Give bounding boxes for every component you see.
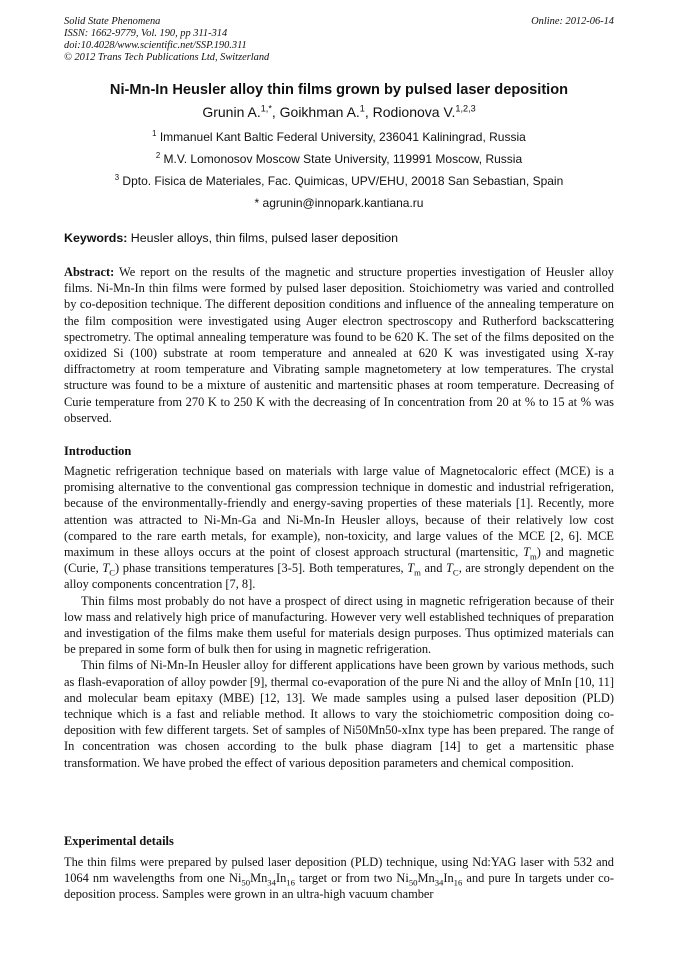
abstract-label: Abstract: bbox=[64, 265, 115, 279]
online-date: Online: 2012-06-14 bbox=[531, 16, 614, 27]
subscript: m bbox=[530, 551, 537, 562]
text-run: ) phase transitions temperatures [3-5]. Both temperatures, bbox=[115, 561, 408, 576]
copyright-line: © 2012 Trans Tech Publications Ltd, Switzerland bbox=[64, 52, 270, 63]
text-run: , are strongly dependent on the alloy components concentration [7, 8]. bbox=[64, 561, 614, 592]
issn-line: ISSN: 1662-9779, Vol. 190, pp 311-314 bbox=[64, 28, 228, 39]
abstract bbox=[64, 264, 614, 426]
symbol: T bbox=[407, 561, 415, 576]
corresponding-email[interactable]: * agrunin@innopark.kantiana.ru bbox=[254, 196, 424, 210]
corresponding-mark: * bbox=[268, 103, 272, 114]
text-run: target or from two Ni bbox=[294, 871, 409, 886]
subscript: 34 bbox=[267, 877, 276, 888]
doi-line: doi:10.4028/www.scientific.net/SSP.190.311 bbox=[64, 40, 247, 51]
abstract-text: We report on the results of the magnetic and structure properties investigation of Heusler alloy films. Ni-Mn-In thin films were formed by pulsed laser deposition. Stoichiometry was varied and controlled by co-deposition technique. The different deposition conditions and influence of the annealing temperature on the film composition were investigated using Auger electron spectroscopy and Rutherford backscattering spectrometry. The optimal annealing temperature was found to be 620 K. The set of the films deposited on the oxidized Si (100) substrate at room temperature and annealed at 620 K was investigated using X-ray diffractometry at room temperature and Vibrating sample magnetometery at low temperatures. The crystal structure was found to be a mixture of austenitic and martensitic phases at room temperature. Decreasing of Curie temperature from 270 K to 250 K with the decreasing of In concentration from 20 at % to 15 at % was observed. bbox=[64, 265, 614, 425]
keywords-text: Heusler alloys, thin films, pulsed laser deposition bbox=[127, 231, 399, 245]
affiliation-mark: 1 bbox=[152, 129, 157, 138]
text-run: ) and magnetic (Curie, bbox=[64, 545, 614, 576]
paragraph: Thin films of Ni-Mn-In Heusler alloy for different applications have been grown by various methods, such as flash-evaporation of alloy powder [9], thermal co-evaporation of the pure Ni and the alloy of MnIn [10, 11] and molecular beam epitaxy (MBE) [12, 13]. We made samples using a pulsed laser deposition (PLD) technique which is a fast and reliable method. It allows to vary the stoichiometric composition doing co-deposition with few different targets. Set of samples of Ni50Mn50-xInx type has been prepared. The range of In concentration was chosen according to the bulk phase diagram [14] to get a martensitic phase transformation. We have probed the effect of various deposition parameters and chemical composition. bbox=[64, 658, 614, 770]
subscript: m bbox=[414, 567, 421, 578]
author-affiliation-mark: 1 bbox=[359, 103, 365, 114]
affiliation-mark: 3 bbox=[114, 173, 120, 182]
paragraph: Thin films most probably do not have a prospect of direct using in magnetic refrigeration because of their low mass and relatively high price of manufacturing. However very well established techniques of preparation and investigation of the films make them useful for materials design purposes. Thus optimized materials can be prepared in some form of bulk then for using in magnetic refrigeration. bbox=[64, 593, 614, 657]
text-run: Mn bbox=[250, 871, 268, 886]
symbol: T bbox=[446, 561, 453, 576]
paragraph bbox=[64, 463, 614, 593]
text-run: The thin films were prepared by pulsed laser deposition (PLD) technique, using Nd:YAG laser with 532 and 1064 nm wavelengths from one Ni bbox=[64, 855, 614, 886]
affiliation-text: M.V. Lomonosov Moscow State University, 119991 Moscow, Russia bbox=[160, 152, 523, 166]
paragraph bbox=[64, 854, 614, 903]
introduction-body bbox=[64, 463, 614, 771]
paper-title: Ni-Mn-In Heusler alloy thin films grown by pulsed laser deposition bbox=[109, 82, 569, 98]
subscript: 16 bbox=[453, 877, 463, 888]
subscript: C bbox=[109, 567, 116, 578]
subscript: C bbox=[452, 567, 459, 578]
author-name: Grunin A. bbox=[202, 104, 261, 120]
symbol: T bbox=[102, 561, 110, 576]
affiliation-text: Immanuel Kant Baltic Federal University, 236041 Kaliningrad, Russia bbox=[156, 130, 526, 144]
text-run: Magnetic refrigeration technique based on materials with large value of Magnetocaloric effect (MCE) is a promising alternative to the conventional gas compression technique in domestic and industrial refrigeration, because of the environmentally-friendly and energy-saving properties of these materials [1]. Recently, more attention was attracted to Ni-Mn-Ga and Ni-Mn-In Heusler alloys, because of their relatively low cost (compared to the rare earth metals, for example), non-toxicity, and large values of the MCE [2, 6]. MCE maximum in these alloys occurs at the point of closest approach structural (martensitic, bbox=[64, 464, 614, 560]
journal-header bbox=[64, 16, 269, 64]
affiliation bbox=[0, 130, 678, 144]
author-list bbox=[0, 104, 678, 120]
keywords bbox=[64, 231, 398, 245]
author-affiliation-mark: 1, bbox=[260, 103, 269, 114]
subscript: 16 bbox=[286, 877, 295, 888]
text-run: In bbox=[443, 871, 454, 886]
affiliation bbox=[0, 174, 678, 188]
section-heading-introduction: Introduction bbox=[64, 444, 132, 458]
text-run: and pure In targets under co-deposition process. Samples were grown in an ultra-high vacuum chamber bbox=[64, 871, 614, 902]
subscript: 34 bbox=[434, 877, 444, 888]
subscript: 50 bbox=[241, 877, 251, 888]
affiliation-text: Dpto. Fisica de Materiales, Fac. Quimicas, UPV/EHU, 20018 San Sebastian, Spain bbox=[119, 174, 564, 188]
subscript: 50 bbox=[408, 877, 418, 888]
text-run: In bbox=[275, 871, 287, 886]
text-run: and bbox=[420, 561, 447, 576]
text-run: Mn bbox=[417, 871, 435, 886]
affiliation-mark: 2 bbox=[155, 151, 161, 160]
affiliation bbox=[0, 152, 678, 166]
journal-name: Solid State Phenomena bbox=[64, 16, 161, 27]
experimental-body bbox=[64, 854, 614, 903]
section-heading-experimental: Experimental details bbox=[64, 834, 174, 848]
symbol: T bbox=[523, 545, 531, 560]
author-affiliation-mark: 1,2,3 bbox=[455, 103, 476, 114]
keywords-label: Keywords: bbox=[64, 231, 128, 245]
author-name: , Rodionova V. bbox=[364, 104, 456, 120]
author-name: , Goikhman A. bbox=[271, 104, 360, 120]
